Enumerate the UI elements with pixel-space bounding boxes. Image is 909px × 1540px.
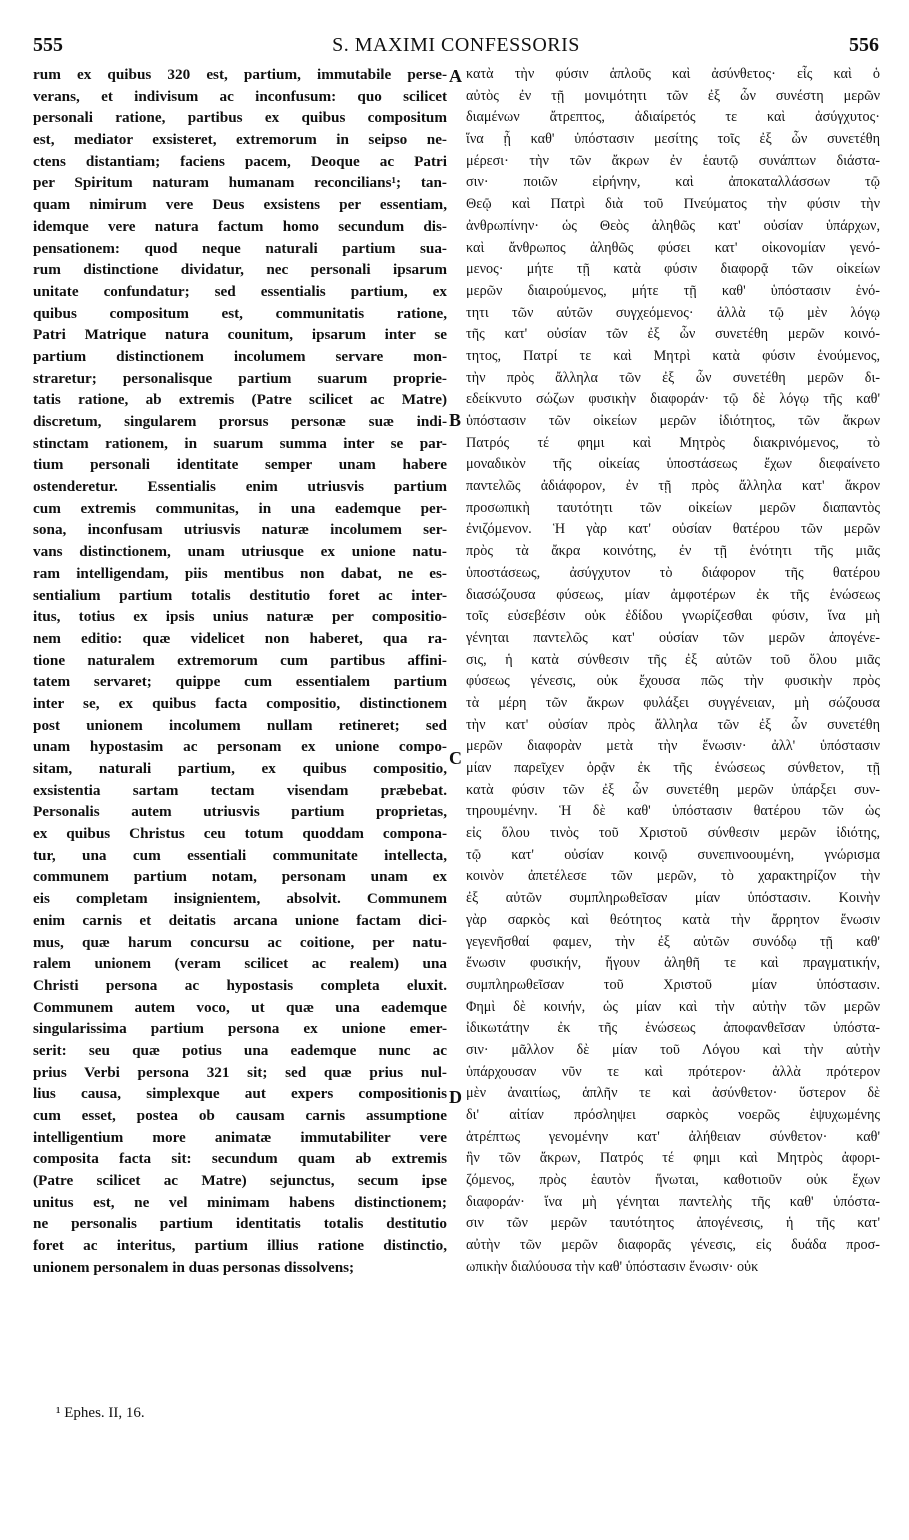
latin-text-line: idemque vere natura factum homo secundum dis- (33, 217, 447, 235)
section-marker-a: A (449, 66, 462, 86)
greek-text-line: γένηται παντελῶς κατ' οὐσίαν τῶν μερῶν ἀπογένε- (466, 629, 880, 646)
latin-text-line: est, mediator exsisteret, extremorum in seipso ne- (33, 131, 447, 149)
footnote: ¹ Ephes. II, 16. (56, 1405, 145, 1421)
greek-text-line: μέρεσι· τὴν τῶν ἄκρων ἐν ἑαυτῷ συνάπτων διάστα- (466, 152, 880, 169)
greek-text-line: τῆς κατ' οὐσίαν τῶν ἐξ ὧν συνετέθη μερῶν κοινό- (466, 326, 880, 343)
greek-text-line: ἕνωσιν φυσικήν, ἤγουν ἀληθῆ τε καὶ πραγματικήν, (466, 955, 880, 972)
latin-text-line: (Patre scilicet ac Matre) sejunctus, secum ipse (33, 1172, 447, 1190)
greek-text-line: ἐξ αὐτῶν συμπληρωθεῖσαν μίαν ὑπόστασιν. Κοινὴν (466, 890, 880, 907)
greek-text-line: σις, ἡ κατὰ σύνθεσιν τῆς ἐξ αὐτῶν τοῦ ὅλου μιᾶς (466, 651, 880, 668)
latin-text-line: cum esset, postea ob causam carnis assumptione (33, 1107, 447, 1124)
latin-text-line: ne personalis partium identitatis totalis destitutio (33, 1215, 447, 1233)
greek-text-line: γὰρ σαρκὸς καὶ θεότητος κατὰ τὴν ἄρρητον ἕνωσιν (466, 911, 880, 928)
greek-text-line: ἀτρέπτως γενομένην κατ' ἀλήθειαν σύνθετον· καθ' (466, 1128, 880, 1145)
latin-text-line: communem partium notam, personam unam ex (33, 868, 447, 886)
latin-text-line: tur, una cum essentiali communitate intellecta, (33, 846, 447, 864)
greek-text-line: ἣν τῶν ἄκρων, Πατρός τέ φημι καὶ Μητρὸς ἀφορι- (466, 1150, 880, 1167)
latin-text-line: vans distinctionem, unam utriusque ex unione natu- (33, 543, 447, 561)
greek-column (466, 64, 880, 1279)
greek-text-line: μὲν ἀναιτίως, ἁπλῆν τε καὶ ἀσύνθετον· ὕστερον δὲ (466, 1085, 880, 1102)
greek-text-line: μενος· μήτε τῇ κατὰ φύσιν διαφορᾷ τῶν οἰκείων (466, 261, 880, 278)
page-header (33, 34, 879, 62)
greek-text-line: κοινὸν ἀπετέλεσε τῶν μερῶν, τὸ χαρακτηρίζον τὴν (466, 868, 880, 885)
greek-text-line: ἰδικωτάτην ἐκ τῆς ἑνώσεως ἀποφανθεῖσαν ὑπόστα- (466, 1020, 880, 1037)
latin-text-line: enim carnis et deitatis arcana unione factam dici- (33, 911, 447, 929)
latin-text-line: tium personali identitate semper unam habere (33, 456, 447, 474)
latin-text-line: ram intelligendam, piis mentibus non dabat, ne es- (33, 564, 447, 582)
latin-text-line: serit: seu quæ potius una eademque nunc ac (33, 1041, 447, 1059)
greek-text-line: τὴν πρὸς ἄλληλα τῶν ἐξ ὧν συνετέθη μερῶν δι- (466, 369, 880, 386)
latin-text-line: Christi persona ac hypostasis completa eluxit. (33, 976, 447, 994)
latin-text-line: lius causa, simplexque aut expers compositionis (33, 1085, 447, 1103)
latin-text-line: personali ratione, partibus ex quibus compositum (33, 109, 447, 127)
greek-text-line: δι' αἰτίαν πρόσληψει σαρκὸς νοερῶς ἐψυχωμένης (466, 1107, 880, 1123)
latin-text-line: Personalis autem utriusvis partium proprietas, (33, 803, 447, 821)
latin-text-line: quibus compositum est, communitatis ratione, (33, 304, 447, 322)
latin-text-line: mus, quæ harum concursu ac coitione, per natu- (33, 933, 447, 951)
section-marker-d: D (449, 1087, 462, 1107)
greek-text-line: μερῶν διαιρούμενος, μήτε τῇ καθ' ὑπόστασιν ἑνό- (466, 282, 880, 299)
latin-text-line: unionem personalem in duas personas dissolvens; (33, 1258, 355, 1276)
greek-text-line: τητος, Πατρί τε καὶ Μητρὶ κατὰ φύσιν ἑνούμενος, (466, 347, 880, 364)
greek-text-line: προσωπικὴ ταυτότητι τῶν οἰκείων μερῶν διαπαντὸς (466, 499, 880, 516)
greek-text-line: κατὰ τὴν φύσιν ἁπλοῦς καὶ ἀσύνθετος· εἷς καὶ ὁ (466, 66, 880, 82)
greek-text-line: διαμένων ἄτρεπτος, ἀδιαίρετός τε καὶ ἀσύγχυτος· (466, 109, 880, 126)
latin-text-line: pensationem: quod neque naturali partium sua- (33, 239, 447, 257)
latin-text-line: quam nimirum vere Deus exsistens per essentiam, (33, 196, 447, 214)
latin-text-line: unitate confundatur; sed essentialis partium, ex (33, 282, 447, 300)
greek-text-line: εἰς ὅλου τινὸς τοῦ Χριστοῦ σύνθεσιν μερῶν ἰδιότης, (466, 825, 880, 842)
page-number-right: 556 (849, 34, 879, 56)
greek-text-line: διαφοράν· ἵνα μὴ γένηται παντελὴς τῆς καθ' ὑπόστα- (466, 1193, 880, 1210)
greek-text-line: παντελῶς ἀδιάφορον, ἐν τῇ πρὸς ἄλληλα κατ' ἄκρον (466, 478, 880, 495)
greek-text-line: τητι τῶν αὐτῶν συγχεόμενος· ἀλλὰ τῷ μὲν λόγῳ (466, 304, 880, 321)
greek-text-line: πρὸς τὰ ἄκρα κοινότης, ἐν τῇ ἑνότητι τῆς μιᾶς (466, 543, 880, 560)
latin-text-line: nem editio: quæ videlicet non haberet, qua ra- (33, 629, 447, 647)
latin-text-line: cum extremis communitas, in una eademque per- (33, 499, 447, 517)
latin-text-line: tione naturalem extremorum cum partibus affini- (33, 651, 447, 669)
latin-text-line: unam hypostasim ac personam ex unione compo- (33, 738, 447, 756)
greek-text-line: γεγενῆσθαί φαμεν, τὴν ἐξ αὐτῶν συνόδῳ τῇ καθ' (466, 933, 880, 950)
greek-text-line: αὐτὸς ἐν τῇ μονιμότητι τῶν ἐξ ὧν συνέστη μερῶν (466, 87, 880, 104)
latin-text-line: stinctam rationem, in suarum summa inter se par- (33, 434, 447, 452)
greek-text-line: αὐτὴν τῶν μερῶν διαφορᾶς γένεσις, εἰς δυάδα προσ- (466, 1237, 880, 1254)
latin-text-line: unitus est, ne vel minimam habens distinctionem; (33, 1193, 447, 1211)
latin-text-line: straretur; personalisque partium suarum proprie- (33, 369, 447, 387)
latin-text-line: verans, et indivisum ac inconfusum: quo scilicet (33, 87, 447, 105)
latin-text-line: Patri Matrique natura counitum, ipsarum inter se (33, 326, 447, 344)
greek-text-line: μίαν παρεῖχεν ὁρᾷν ἐκ τῆς ἑνώσεως σύνθετον, τῇ (466, 760, 880, 776)
greek-text-line: ἐνιζόμενον. Ἡ γὰρ κατ' οὐσίαν θατέρου τῶν μερῶν (466, 521, 880, 538)
latin-text-line: singularissima partium persona ex unione emer- (33, 1020, 447, 1038)
latin-text-line: post unionem incolumem nullam retineret; sed (33, 716, 447, 734)
latin-text-line: sona, inconfusam utriusvis naturæ incolumem ser- (33, 521, 447, 539)
latin-text-line: rum distinctione dividatur, nec personali ipsarum (33, 261, 447, 279)
latin-text-line: rum ex quibus 320 est, partium, immutabile perse- (33, 66, 447, 83)
greek-text-line: σιν· ποιῶν εἰρήνην, καὶ ἀποκαταλλάσσων τῷ (466, 174, 880, 191)
greek-text-line: τῷ κατ' οὐσίαν κοινῷ συνεπινοουμένη, γνώρισμα (466, 846, 880, 863)
greek-text-line: ὑπάρχουσαν νῦν τε καὶ πρότερον· ἀλλὰ πρότερον (466, 1063, 880, 1080)
greek-text-line: τηρουμένην. Ἡ δὲ καθ' ὑπόστασιν θατέρου τῶν ὡς (466, 803, 880, 820)
latin-text-line: itus, totius ex ipsis unius naturæ per compositio- (33, 608, 447, 626)
latin-text-line: partium distinctionem incolumem servare mon- (33, 347, 447, 365)
greek-text-line: ζόμενος, πρὸς ἑαυτὸν ἥνωται, καθοτιοῦν οὐκ ἔχων (466, 1172, 880, 1189)
latin-text-line: composita facta sit: secundum quam ab extremis (33, 1150, 447, 1168)
section-marker-c: C (449, 748, 462, 768)
greek-text-line: διασώζουσα φύσεως, μίαν ἀμφοτέρων ἐκ τῆς ἑνώσεως (466, 586, 880, 603)
page-number-left: 555 (33, 34, 63, 56)
latin-text-line: discretum, singularem prorsus personæ suæ indi- (33, 413, 447, 430)
greek-text-line: σιν τῶν μερῶν ταυτότητος ἀπογένεσις, ἡ τῆς κατ' (466, 1215, 880, 1232)
greek-text-line: ωπικὴν διαλύουσα τὴν καθ' ὑπόστασιν ἕνωσιν· οὐκ (466, 1258, 759, 1275)
greek-text-line: τὰ μέρη τῶν ἄκρων φυλάξει συγγένειαν, μὴ σώζουσα (466, 694, 880, 711)
latin-column (33, 64, 447, 1279)
latin-text-line: ralem unionem (veram scilicet ac realem) una (33, 955, 447, 973)
latin-text-line: sentialium partium totalis destitutio foret ac inter- (33, 586, 447, 604)
latin-text-line: sitam, naturali partium, ex quibus compositio, (33, 760, 447, 777)
greek-text-line: ὑπόστασιν τῶν οἰκείων μερῶν ἰδιότητος, τῶν ἄκρων (466, 413, 880, 429)
greek-text-line: καὶ ἄνθρωπος ἀληθῶς φύσει κατ' οἰκονομίαν γενό- (466, 239, 880, 256)
greek-text-line: ὑποστάσεως, ἀσύγχυτον τὸ διάφορον τῆς θατέρου (466, 564, 880, 581)
latin-text-line: Communem autem voco, ut quæ una eademque (33, 998, 447, 1016)
latin-text-line: prius Verbi persona 321 sit; sed quæ prius nul- (33, 1063, 447, 1081)
latin-text-line: ostenderetur. Essentialis enim utriusvis partium (33, 478, 447, 496)
latin-text-line: ex quibus Christus ceu totum quoddam compona- (33, 825, 447, 843)
greek-text-line: εδείκνυτο σώζων φυσικὴν διαφοράν· τῷ δὲ λόγῳ τῆς καθ' (466, 391, 880, 408)
latin-text-line: tatem servaret; quippe cum essentialem partium (33, 673, 447, 691)
running-title: S. MAXIMI CONFESSORIS (332, 34, 580, 56)
greek-text-line: μερῶν διαφορὰν μετὰ τὴν ἕνωσιν· ἀλλ' ὑπόστασιν (466, 738, 880, 755)
greek-text-line: συμπληρωθεῖσαν τοῦ Χριστοῦ μίαν ὑπόστασιν. (466, 976, 880, 993)
greek-text-line: τοῖς εὐσεβέσιν οὐκ ἐδίδου γνωρίζεσθαι φύσιν, ἵνα μὴ (466, 608, 880, 625)
latin-text-line: exsistentia sartam tectam visendam præbebat. (33, 781, 447, 799)
greek-text-line: σιν· μᾶλλον δὲ μίαν τοῦ Λόγου καὶ τὴν αὐτὴν (466, 1041, 880, 1058)
latin-text-line: intelligentium more animatæ immutabiliter vere (33, 1128, 447, 1146)
latin-text-line: per Spiritum naturam humanam reconcilians¹; tan- (33, 174, 447, 192)
greek-text-line: κατὰ φύσιν τῶν ἐξ ὧν συνετέθη μερῶν ὑπάρξει συν- (466, 781, 880, 798)
latin-text-line: foret ac interitus, partium illius ratione distinctio, (33, 1237, 447, 1255)
latin-text-line: tatis ratione, ab extremis (Patre scilicet ac Matre) (33, 391, 447, 409)
greek-text-line: μοναδικὸν τῆς οἰκείας ὑποστάσεως ἔχων διεφαίνετο (466, 456, 880, 473)
greek-text-line: ἵνα ᾖ καθ' ὑπόστασιν μεσίτης τοῖς ἐξ ὧν συνετέθη (466, 131, 880, 148)
latin-text-line: ctens distantiam; faciens pacem, Deoque ac Patri (33, 152, 447, 170)
section-marker-b: B (449, 410, 462, 430)
latin-text-line: eis completam insignientem, absolvit. Communem (33, 890, 447, 908)
greek-text-line: φύσεως γένεσις, οὐκ ἔχουσα πῶς τὴν φυσικὴν πρὸς (466, 673, 880, 690)
greek-text-line: ἀνθρωπίνην· ὡς Θεὸς ἀληθῶς κατ' οὐσίαν ὑπάρχων, (466, 217, 880, 234)
greek-text-line: Φημὶ δὲ κοινήν, ὡς μίαν καὶ τὴν αὐτὴν τῶν μερῶν (466, 998, 880, 1015)
latin-text-line: inter se, ex quibus facta compositio, distinctionem (33, 694, 447, 712)
greek-text-line: Θεῷ καὶ Πατρὶ διὰ τοῦ Πνεύματος τὴν φύσιν τὴν (466, 196, 880, 213)
greek-text-line: τὴν κατ' οὐσίαν πρὸς ἄλληλα τῶν ἐξ ὧν συνετέθη (466, 716, 880, 733)
greek-text-line: Πατρός τέ φημι καὶ Μητρὸς διακρινόμενος, τὸ (466, 434, 880, 451)
